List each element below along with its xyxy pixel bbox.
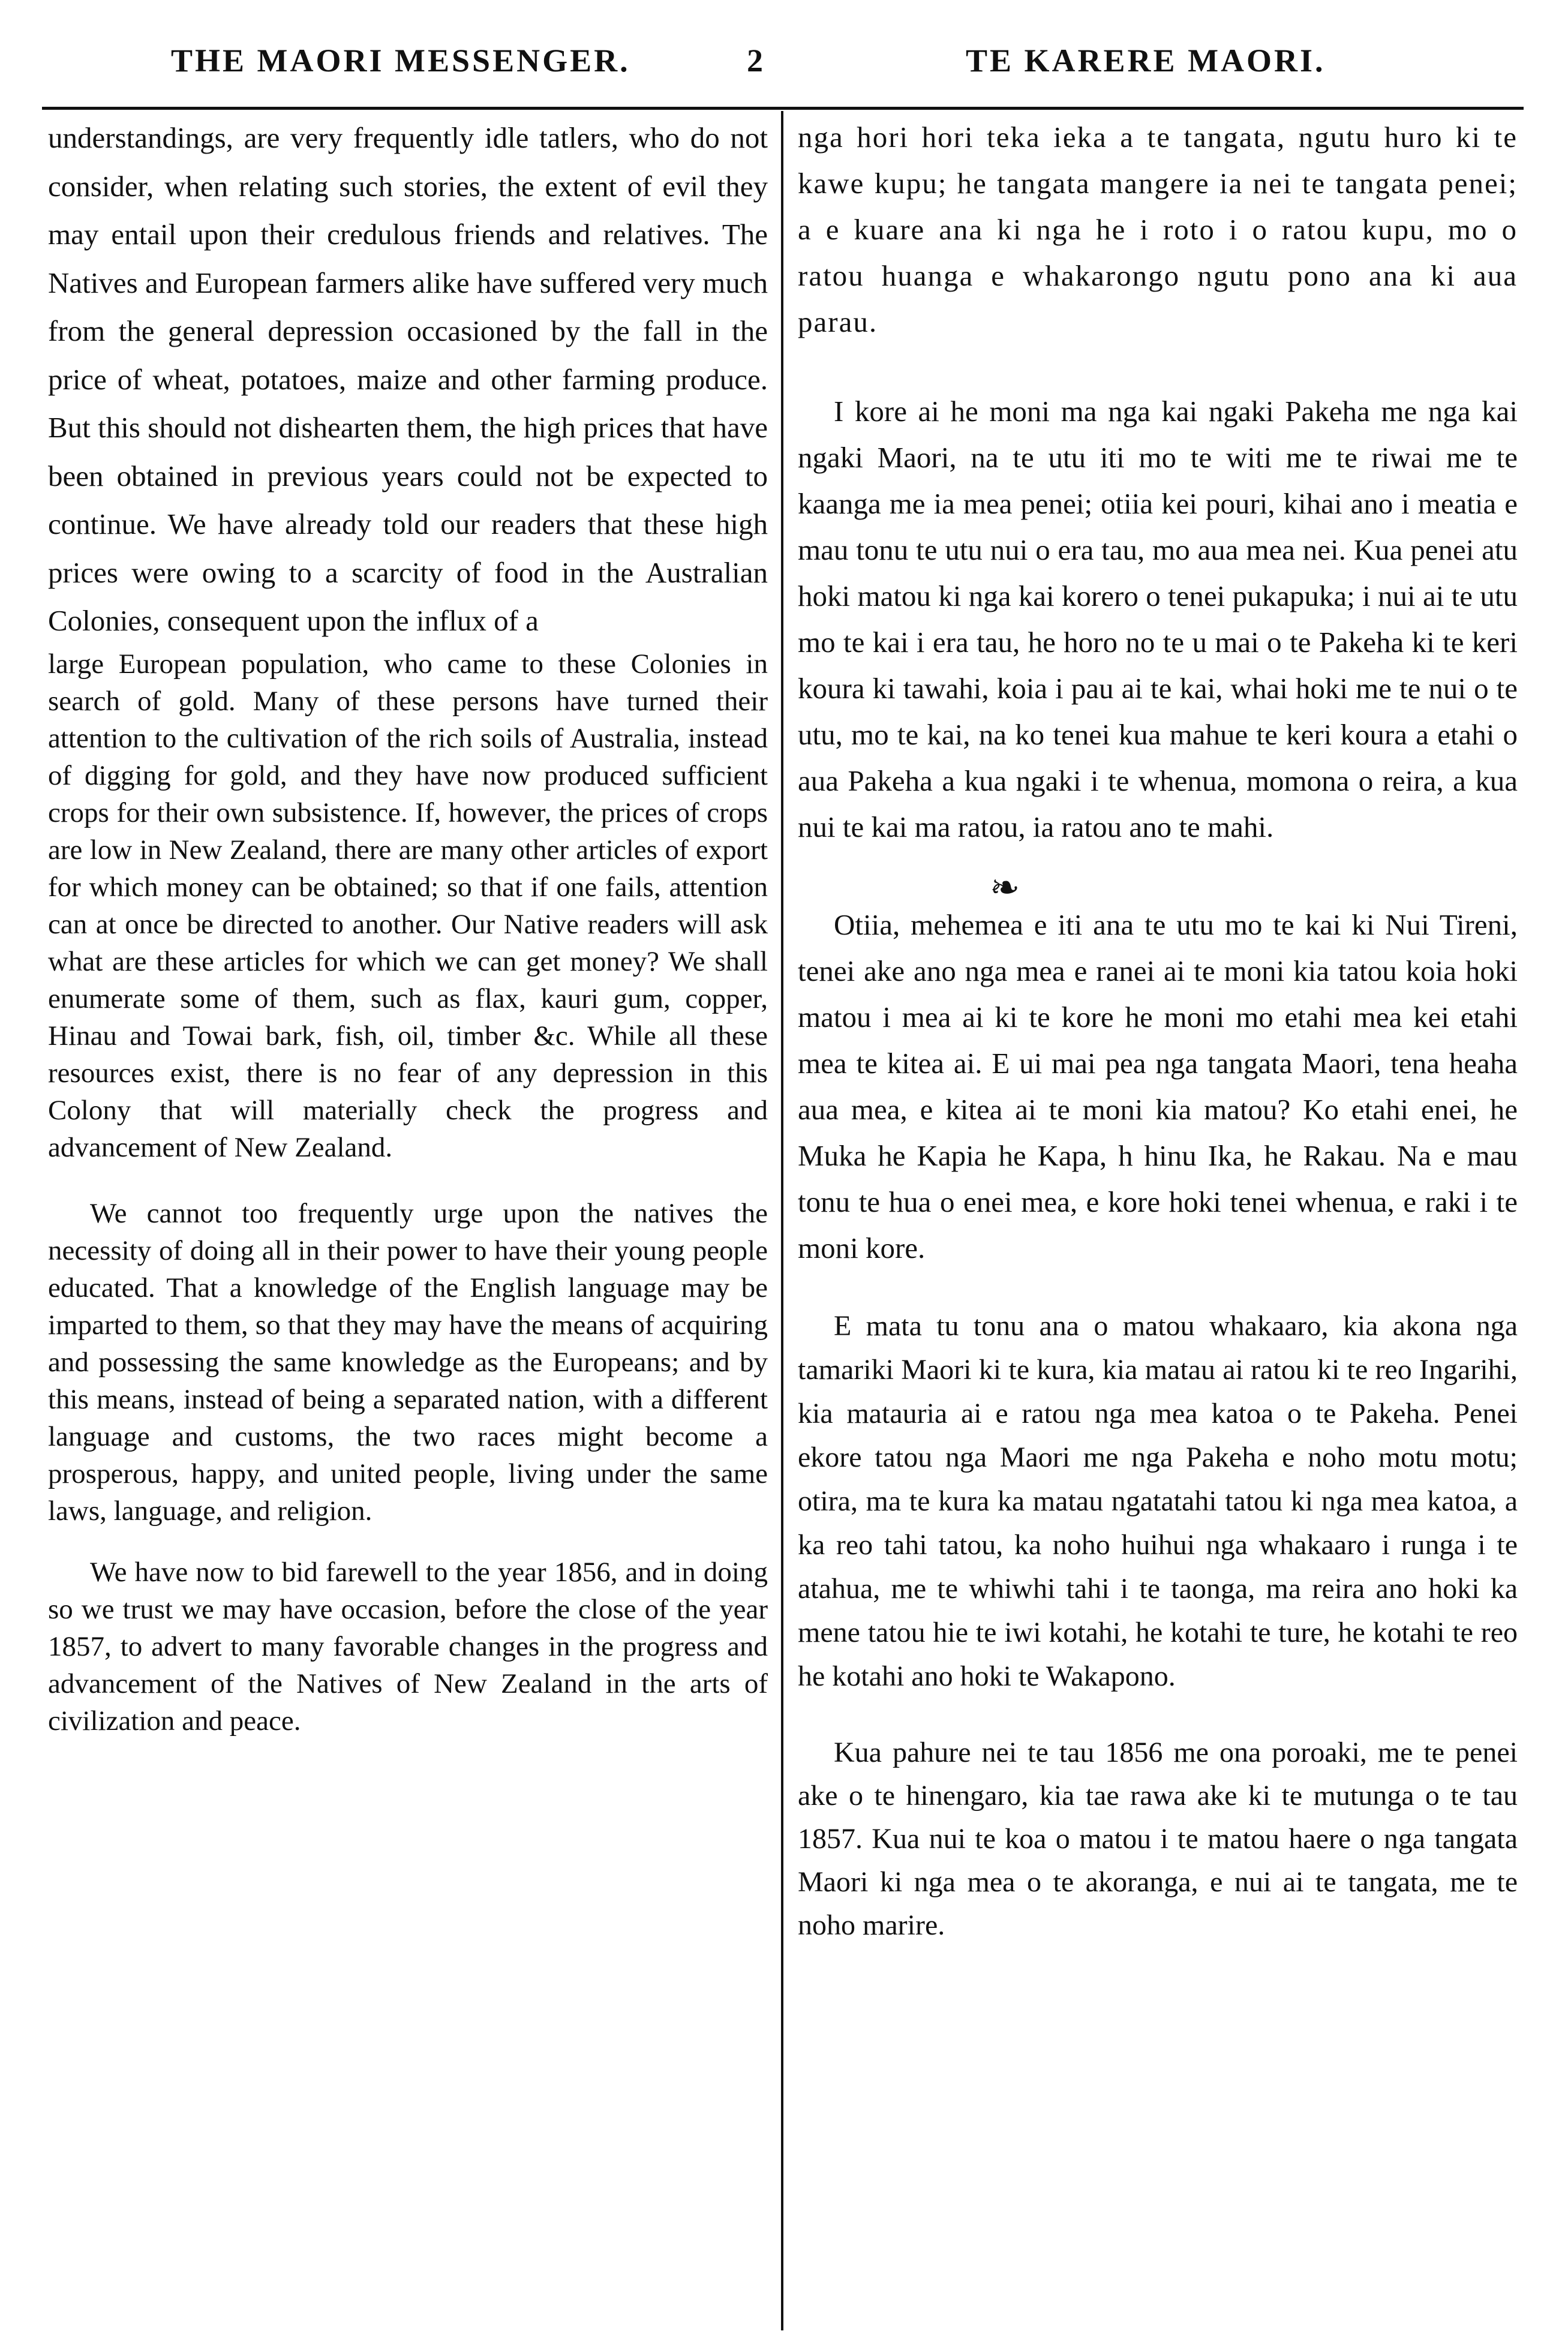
page-number: 2 <box>747 43 765 79</box>
maori-paragraph-5: Kua pahure nei te tau 1856 me ona poroaki, me te penei ake o te hinengaro, kia tae rawa ake ki te mutunga o te tau 1857. Kua nui te koa o matou i te matou haere o nga tangata Maori ki nga mea o te akoranga, e nui ai te tangata, me te noho marire. <box>798 1737 1518 1941</box>
masthead-maori-title: TE KARERE MAORI. <box>966 43 1326 79</box>
english-paragraph-2: We cannot too frequently urge upon the natives the necessity of doing all in their power to have their young people educated. That a knowledge of the English language may be imparted to them, so that they may have the means of acquiring and possessing the same knowledge as the Europeans; and by this means, instead of being a separated nation, with a different language and customs, the two races might become a prosperous, happy, and united people, living under the same laws, language, and religion. <box>48 1197 768 1527</box>
column-divider <box>781 111 783 2330</box>
masthead-english-title: THE MAORI MESSENGER. <box>171 43 630 79</box>
english-paragraph-1-continued: large European population, who came to these Colonies in search of gold. Many of these persons have turned their attention to the cultivation of the rich soils of Australia, instead of digging for gold, and they have now produced sufficient crops for their own subsistence. If, however, the prices of crops are low in New Zealand, there are many other articles of export for which money can be obtained; so that if one fails, attention can at once be directed to another. Our Native readers will ask what are these articles for which we can get money? We shall enumerate some of them, such as flax, kauri gum, copper, Hinau and Towai bark, fish, oil, timber &c. While all these resources exist, there is no fear of any depression in this Colony that will materially check the progress and advancement of New Zealand. <box>48 648 768 1163</box>
maori-paragraph-3: Otiia, mehemea e iti ana te utu mo te kai ki Nui Tireni, tenei ake ano nga mea e ranei ai te moni kia tatou koia hoki matou i mea ai ki te kore he moni mo etahi mea kei etahi mea te kitea ai. E ui mai pea nga tangata Maori, tena heaha aua mea, e kitea ai te moni kia matou? Ko etahi enei, he Muka he Kapia he Kapa, h hinu Ika, he Rakau. Na e mau tonu te hua o enei mea, e kore hoki tenei whenua, e raki i te moni kore. <box>798 908 1518 1264</box>
ornament-fleuron: ❧ <box>990 868 1020 908</box>
header-rule <box>42 107 1524 110</box>
masthead <box>0 42 1568 108</box>
maori-paragraph-4: E mata tu tonu ana o matou whakaaro, kia akona nga tamariki Maori ki te kura, kia matau ai ratou ki te reo Ingarihi, kia matauria ai e ratou nga mea katoa o te Pakeha. Penei ekore tatou nga Maori me nga Pakeha e noho motu motu; otira, ma te kura ka matau ngatatahi tatou ki nga mea katoa, a ka reo tahi tatou, ka noho huihui nga whakaaro i runga i te atahua, me te whiwhi tahi i te taonga, ma reira ano hoki ka mene tatou hie te iwi kotahi, he kotahi te ture, he kotahi te reo he kotahi ano hoki te Wakapono. <box>798 1310 1518 1692</box>
maori-column <box>798 114 1518 1947</box>
maori-paragraph-2: I kore ai he moni ma nga kai ngaki Pakeha me nga kai ngaki Maori, na te utu iti mo te witi me te riwai me te kaanga me ia mea penei; otiia kei pouri, kihai ano i meatia e mau tonu te utu nui o era tau, mo aua mea nei. Kua penei atu hoki matou ki nga kai korero o tenei pukapuka; i nui ai te utu mo te kai i era tau, he horo no te u mai o te Pakeha ki te keri koura ki tawahi, koia i pau ai te kai, whai hoki me te nui o te utu, mo te kai, na ko tenei kua mahue te keri koura a etahi o aua Pakeha a kua ngaki i te whenua, momona o reira, a kua nui te kai ma ratou, ia ratou ano te mahi. <box>798 395 1518 843</box>
english-paragraph-1: understandings, are very frequently idle tatlers, who do not consider, when relating such stories, the extent of evil they may entail upon their credulous friends and relatives. The Natives and European farmers alike have suffered very much from the general depression occasioned by the fall in the price of wheat, potatoes, maize and other farming produce. But this should not dishearten them, the high prices that have been obtained in previous years could not be expected to continue. We have already told our readers that these high prices were owing to a scarcity of food in the Australian Colonies, consequent upon the influx of a <box>48 121 768 637</box>
english-column <box>48 114 768 1740</box>
maori-paragraph-1: nga hori hori teka ieka a te tangata, ngutu huro ki te kawe kupu; he tangata mangere ia nei te tangata penei; a e kuare ana ki nga he i roto i o ratou kupu, mo o ratou huanga e whakarongo ngutu pono ana ki aua parau. <box>798 121 1518 338</box>
english-paragraph-3: We have now to bid farewell to the year 1856, and in doing so we trust we may have occasion, before the close of the year 1857, to advert to many favorable changes in the progress and advancement of the Natives of New Zealand in the arts of civilization and peace. <box>48 1556 768 1737</box>
